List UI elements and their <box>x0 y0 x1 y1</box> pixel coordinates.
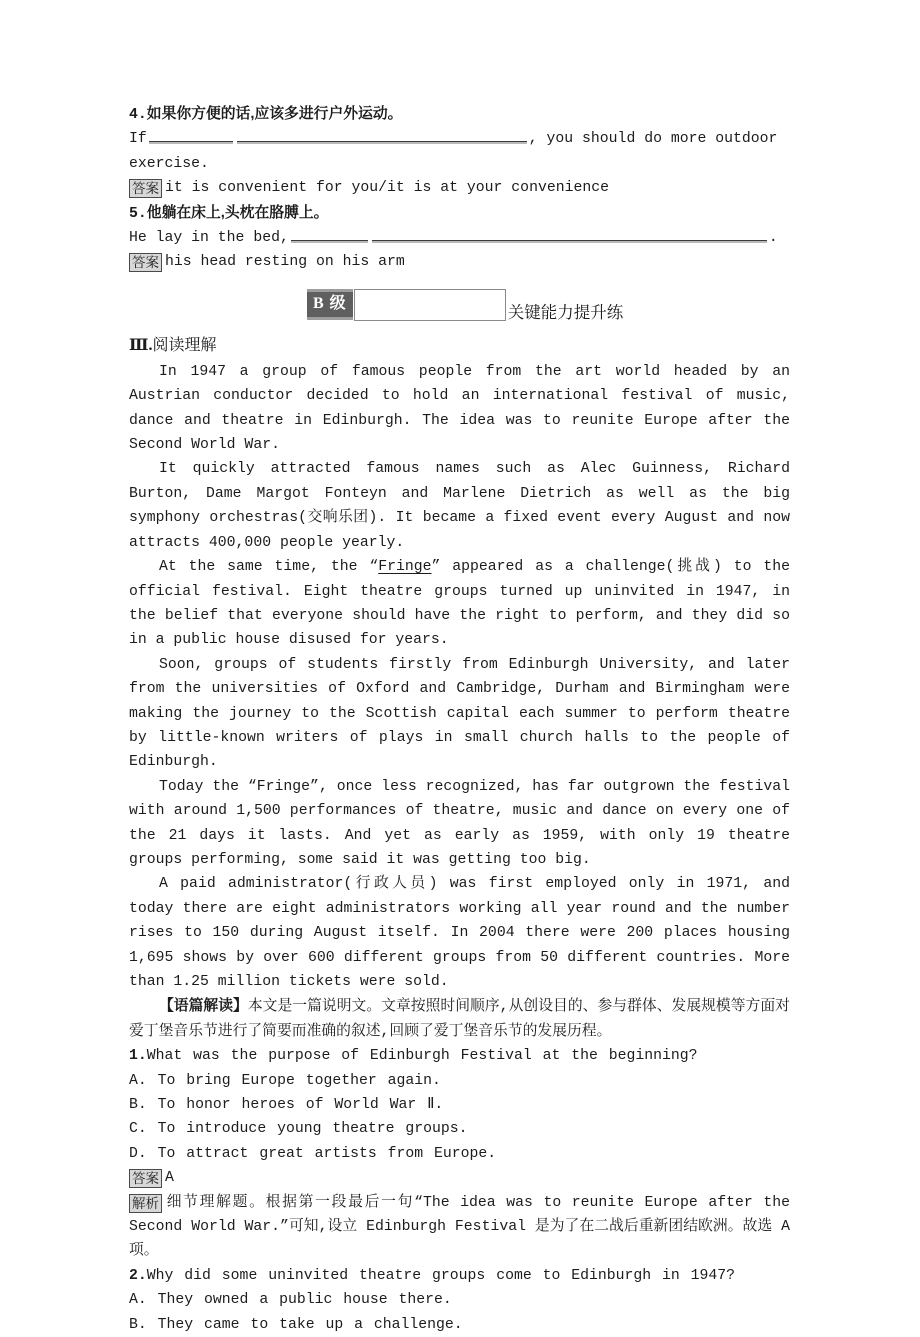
exercise-5-sentence-prefix: He lay in the bed, <box>129 230 289 247</box>
exercise-4-number: 4. <box>129 107 147 123</box>
question-1-answer-line <box>129 1166 790 1190</box>
exercise-5-number: 5. <box>129 205 147 222</box>
reading-section-heading <box>129 333 790 359</box>
exercise-5-answer-line <box>129 250 790 274</box>
question-1-option-b: B. To honor heroes of World War Ⅱ. <box>129 1097 444 1114</box>
fringe-underlined-term: Fringe <box>378 559 432 576</box>
question-1-stem-line <box>129 1044 790 1068</box>
passage-paragraph-2: It quickly attracted famous names such as Alec Guinness, Richard Burton, Dame Margot Fonteyn and Marlene Dietrich as well as the big symphony orchestras(交响乐团). It became a fixed event every August and now attracts 400,000 people yearly. <box>129 461 790 551</box>
heading-title: 阅读理解 <box>152 336 217 355</box>
fill-blank-short <box>291 227 368 241</box>
exercise-4-sentence-prefix: If <box>129 131 147 148</box>
passage-paragraph-6: A paid administrator(行政人员) was first employed only in 1971, and today there are eight administrators working all year round and the number rises to 150 during August itself. In 2004 there were 200 places housing 1,695 shows by over 600 different groups from 50 different countries. More than 1.25 million tickets were sold. <box>129 876 790 990</box>
exercise-4-prompt: 如果你方便的话,应该多进行户外运动。 <box>146 106 403 122</box>
passage-note <box>129 994 790 1044</box>
fill-blank-long <box>237 128 527 142</box>
question-2-number: 2. <box>129 1267 147 1284</box>
exercise-5-sentence-suffix: . <box>768 230 778 247</box>
passage-paragraph-5: Today the “Fringe”, once less recognized, has far outgrown the festival with around 1,500 performances of theatre, music and dance on every one of the 21 days it lasts. And yet as early as 1959, with only 19 theatre groups performing, some said it was getting too big. <box>129 778 790 868</box>
passage-paragraph-4: Soon, groups of students firstly from Edinburgh University, and later from the universities of Oxford and Cambridge, Durham and Birmingham were making the journey to the Scottish capital each summer to perform theatre by little-known writers of plays in small church halls to the people of Edinburgh. <box>129 656 790 771</box>
paragraph-3-pre: At the same time, the “ <box>159 559 379 576</box>
banner-title: 关键能力提升练 <box>507 303 624 322</box>
passage-note-text: 本文是一篇说明文。文章按照时间顺序,从创设目的、参与群体、发展规模等方面对爱丁堡音乐节进行了简要而准确的叙述,回顾了爱丁堡音乐节的发展历程。 <box>129 999 790 1040</box>
exercise-4-answer-line <box>129 176 790 200</box>
question-2-option-a: A. They owned a public house there. <box>129 1292 452 1309</box>
exercise-5-answer-text: his head resting on his arm <box>165 254 405 271</box>
answer-label-box: 答案 <box>129 1169 162 1188</box>
question-1-stem: What was the purpose of Edinburgh Festival at the beginning? <box>146 1048 698 1065</box>
question-2-stem-line <box>129 1264 790 1288</box>
passage-paragraph-3 <box>129 555 790 653</box>
exercise-4-sentence-suffix: , you should do more outdoor <box>528 131 778 148</box>
exercise-5-sentence-line <box>129 226 790 250</box>
banner-empty-box <box>354 289 506 321</box>
exercise-4-answer-text: it is convenient for you/it is at your convenience <box>165 180 609 197</box>
exercise-4-sentence-line <box>129 127 790 151</box>
question-1-option-c: C. To introduce young theatre groups. <box>129 1121 468 1138</box>
question-1-number: 1. <box>129 1048 147 1065</box>
fill-blank-short <box>149 128 233 142</box>
level-b-banner <box>307 288 790 322</box>
question-2-stem: Why did some uninvited theatre groups come to Edinburgh in 1947? <box>146 1267 736 1284</box>
heading-roman-numeral: Ⅲ. <box>129 336 153 354</box>
question-1-option-a: A. To bring Europe together again. <box>129 1072 441 1089</box>
exercise-5-prompt-line <box>129 201 790 226</box>
passage-note-label: 【语篇解读】 <box>159 998 248 1015</box>
answer-label-box: 答案 <box>129 253 162 272</box>
question-1-analysis <box>129 1191 790 1264</box>
question-1-option-d: D. To attract great artists from Europe. <box>129 1145 497 1162</box>
question-2-option-b: B. They came to take up a challenge. <box>129 1316 463 1333</box>
level-b-badge: B 级 <box>307 289 353 320</box>
passage-paragraph-1: In 1947 a group of famous people from the art world headed by an Austrian conductor decided to hold an international festival of music, dance and theatre in Edinburgh. The idea was to reunite Europe after the Second World War. <box>129 363 790 454</box>
exercise-5-prompt: 他躺在床上,头枕在胳膊上。 <box>146 204 329 221</box>
analysis-label-box: 解析 <box>129 1194 162 1213</box>
paragraph-3-post: ” appeared as a challenge(挑战) to the official festival. Eight theatre groups turned up uninvited in 1947, in the belief that everyone should have the right to perform, and they did so in a public house disused for years. <box>129 559 791 649</box>
question-1-analysis-text: 细节理解题。根据第一段最后一句“The idea was to reunite Europe after the Second World War.”可知,设立 Edinburgh Festival 是为了在二战后重新团结欧洲。故选 A 项。 <box>129 1194 790 1260</box>
question-1-answer: A <box>165 1170 174 1187</box>
exercise-4-sentence-continuation: exercise. <box>129 155 209 172</box>
answer-label-box: 答案 <box>129 179 162 198</box>
fill-blank-long <box>372 227 767 241</box>
exercise-4-prompt-line <box>129 102 790 127</box>
